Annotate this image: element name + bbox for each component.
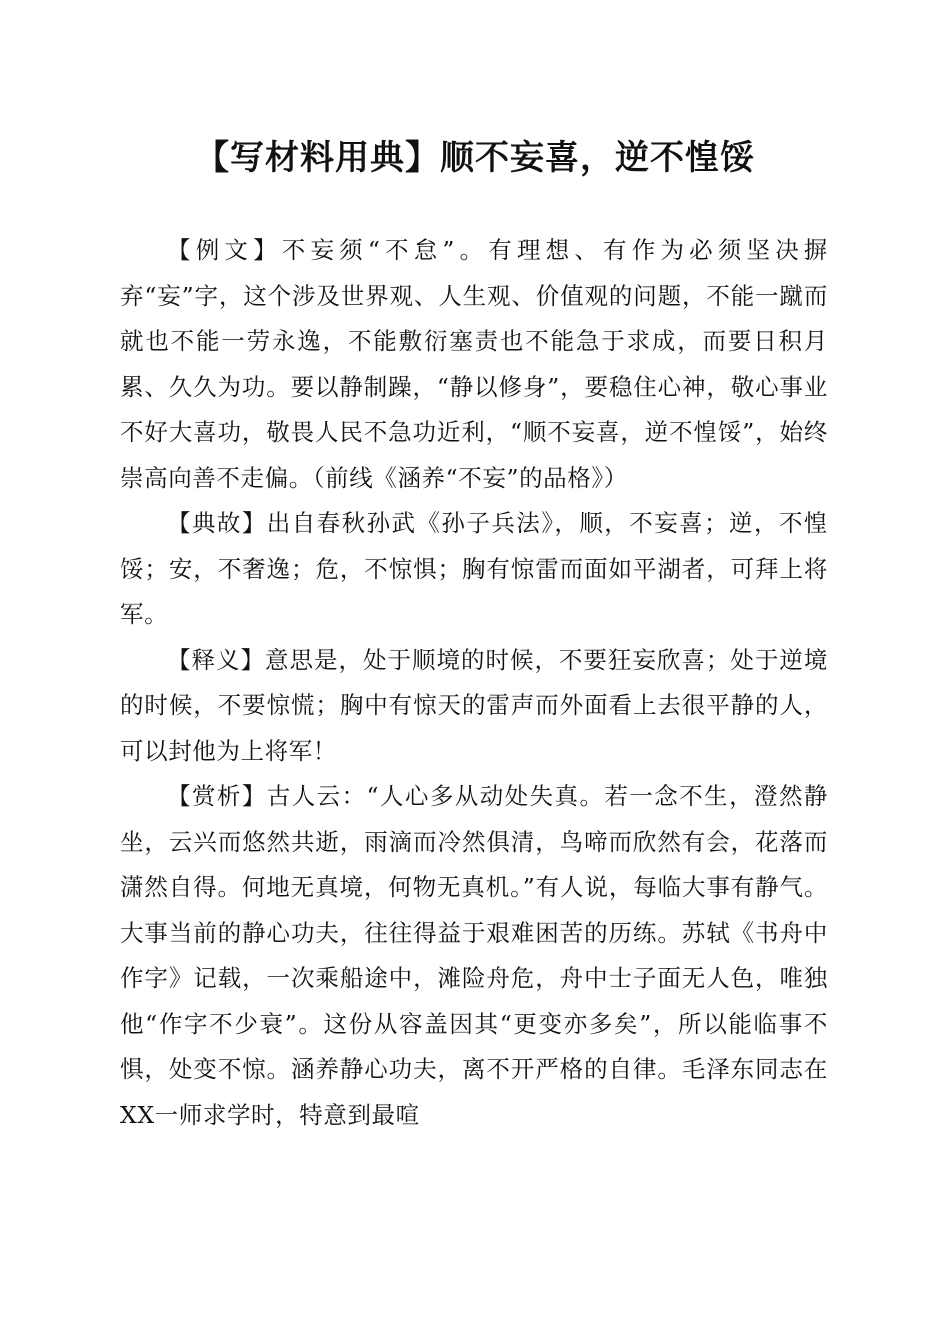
paragraph-allusion: 【典故】出自春秋孙武《孙子兵法》，顺，不妄喜；逆，不惶馁；安，不奢逸；危，不惊惧；胸有惊雷而面如平湖者，可拜上将军。 xyxy=(120,509,828,628)
paragraph-example: 【例文】不妄须“不怠”。有理想、有作为必须坚决摒弃“妄”字，这个涉及世界观、人生观、价值观的问题，不能一蹴而就也不能一劳永逸，不能敷衍塞责也不能急于求成，而要日积月累、久久为功。要以静制躁，“静以修身”，要稳住心神，敬心事业不好大喜功，敬畏人民不急功近利，“顺不妄喜，逆不惶馁”，始终崇高向善不走偏。（前线《涵养“不妄”的品格》） xyxy=(120,236,828,492)
paragraph-interpretation: 【释义】意思是，处于顺境的时候，不要狂妄欣喜；处于逆境的时候，不要惊慌；胸中有惊天的雷声而外面看上去很平静的人，可以封他为上将军！ xyxy=(120,645,828,765)
paragraph-appreciation: 【赏析】古人云：“人心多从动处失真。若一念不生，澄然静坐，云兴而悠然共逝，雨滴而冷然俱清，鸟啼而欣然有会，花落而潇然自得。何地无真境，何物无真机。”有人说，每临大事有静气。大事当前的静心功夫，往往得益于艰难困苦的历练。苏轼《书舟中作字》记载，一次乘船途中，滩险舟危，舟中士子面无人色，唯独他“作字不少衰”。这份从容盖因其“更变亦多矣”，所以能临事不惧，处变不惊。涵养静心功夫，离不开严格的自律。毛泽东同志在XX一师求学时，特意到最喧 xyxy=(120,782,828,1129)
document-title: 【写材料用典】顺不妄喜，逆不惶馁 xyxy=(195,138,755,178)
document-body xyxy=(120,228,828,1138)
